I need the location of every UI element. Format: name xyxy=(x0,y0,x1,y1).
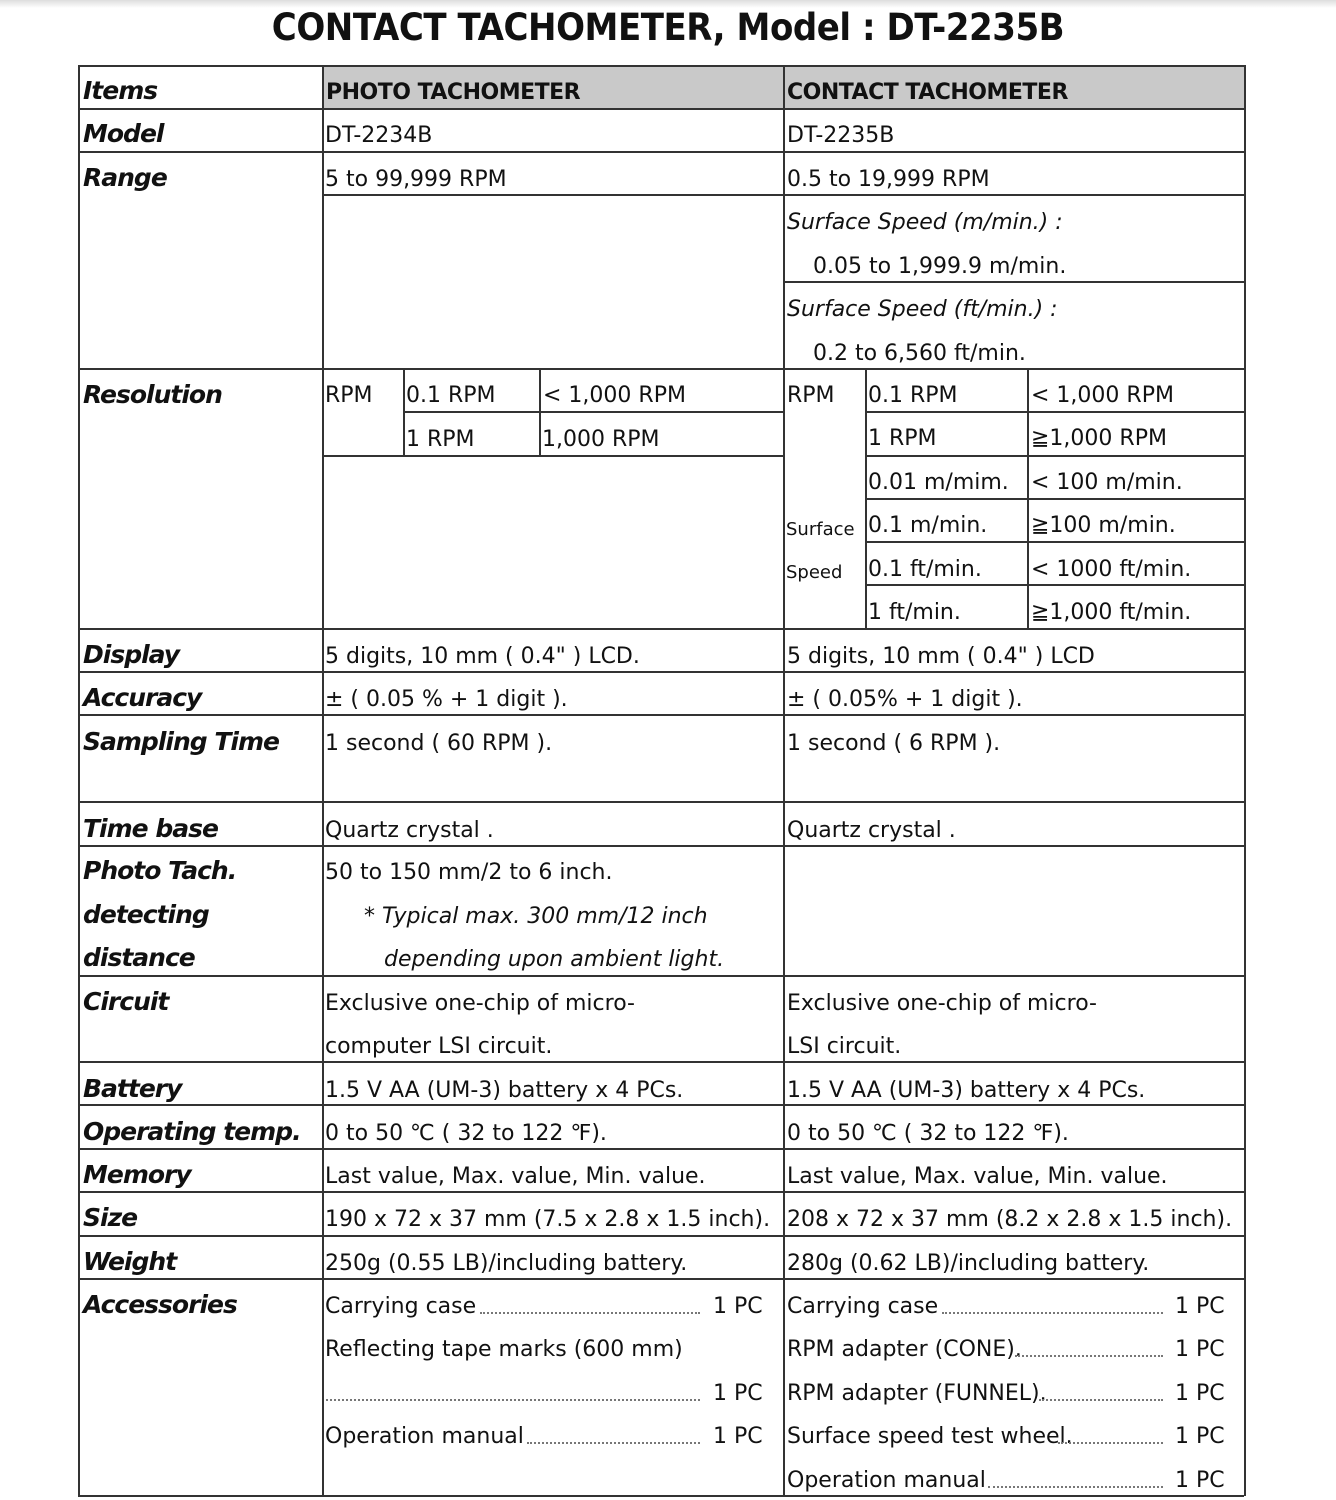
label-resolution: Resolution xyxy=(83,380,222,409)
contact-res-condition: ≧100 m/min. xyxy=(1031,513,1176,539)
label-battery: Battery xyxy=(83,1074,182,1103)
page-title: CONTACT TACHOMETER, Model : DT-2235B xyxy=(271,6,1065,49)
contact-res-value: 0.1 RPM xyxy=(868,383,958,408)
label-range: Range xyxy=(83,163,167,192)
photo-res-r1a: 0.1 RPM xyxy=(406,383,496,408)
contact-res-value: 1 RPM xyxy=(868,426,937,452)
photo-res-r2a: 1 RPM xyxy=(406,427,475,452)
grid-line xyxy=(783,281,1244,283)
contact-timebase: Quartz crystal . xyxy=(787,818,956,843)
dot-leader xyxy=(1058,1442,1163,1444)
contact-res-speed: Speed xyxy=(786,562,843,583)
contact-circuit2: LSI circuit. xyxy=(787,1034,902,1059)
grid-line xyxy=(539,368,541,455)
grid-line xyxy=(78,1104,1244,1106)
contact-ss-m: 0.05 to 1,999.9 m/min. xyxy=(813,254,1067,279)
label-accuracy: Accuracy xyxy=(83,683,202,712)
contact-res-value: 0.1 ft/min. xyxy=(868,556,982,582)
contact-memory: Last value, Max. value, Min. value. xyxy=(787,1164,1168,1189)
contact-acc-name: RPM adapter (FUNNEL). xyxy=(787,1380,1047,1406)
photo-range: 5 to 99,999 RPM xyxy=(325,167,507,192)
grid-line xyxy=(78,801,1244,803)
contact-weight: 280g (0.62 LB)/including battery. xyxy=(787,1251,1150,1276)
contact-acc-name: RPM adapter (CONE). xyxy=(787,1337,1022,1363)
grid-line xyxy=(865,541,1244,543)
contact-sampling: 1 second ( 6 RPM ). xyxy=(787,731,1001,756)
dot-leader xyxy=(988,1486,1163,1488)
photo-optemp: 0 to 50 ℃ ( 32 to 122 ℉). xyxy=(325,1121,607,1146)
dot-leader xyxy=(326,1399,700,1401)
contact-res-surface: Surface xyxy=(786,519,855,540)
contact-res-unit: RPM xyxy=(787,383,835,408)
contact-display: 5 digits, 10 mm ( 0.4" ) LCD xyxy=(787,644,1095,669)
contact-ss-m-label: Surface Speed (m/min.) : xyxy=(787,210,1063,235)
photo-battery: 1.5 V AA (UM-3) battery x 4 PCs. xyxy=(325,1078,684,1103)
label-weight: Weight xyxy=(83,1247,177,1276)
label-display: Display xyxy=(83,640,180,669)
photo-acc-2-name: Operation manual xyxy=(325,1424,524,1449)
photo-res-r2b: 1,000 RPM xyxy=(542,427,660,452)
label-accessories: Accessories xyxy=(83,1290,237,1319)
label-model: Model xyxy=(83,119,164,148)
grid-line xyxy=(78,1495,1244,1497)
photo-distance: 50 to 150 mm/2 to 6 inch. xyxy=(325,860,613,885)
contact-optemp: 0 to 50 ℃ ( 32 to 122 ℉). xyxy=(787,1121,1069,1146)
photo-weight: 250g (0.55 LB)/including battery. xyxy=(325,1251,688,1276)
contact-model: DT-2235B xyxy=(787,123,895,148)
contact-size: 208 x 72 x 37 mm (8.2 x 2.8 x 1.5 inch). xyxy=(787,1207,1233,1232)
dot-leader xyxy=(942,1312,1163,1314)
contact-ss-ft: 0.2 to 6,560 ft/min. xyxy=(813,341,1026,366)
photo-memory: Last value, Max. value, Min. value. xyxy=(325,1164,706,1189)
photo-acc-2-qty: 1 PC xyxy=(713,1424,763,1449)
photo-res-unit: RPM xyxy=(325,383,373,408)
photo-model: DT-2234B xyxy=(325,123,433,148)
photo-sampling: 1 second ( 60 RPM ). xyxy=(325,731,553,756)
grid-line xyxy=(78,714,1244,716)
label-optemp: Operating temp. xyxy=(83,1117,301,1146)
contact-acc-name: Surface speed test wheel. xyxy=(787,1424,1073,1450)
contact-res-condition: < 100 m/min. xyxy=(1031,469,1183,495)
contact-res-condition: ≧1,000 RPM xyxy=(1031,426,1167,452)
grid-line xyxy=(865,411,1244,413)
grid-line xyxy=(78,1191,1244,1193)
grid-line xyxy=(78,1278,1244,1280)
dot-leader xyxy=(1039,1399,1163,1401)
grid-line xyxy=(78,845,1244,847)
photo-res-r1b: < 1,000 RPM xyxy=(543,383,686,408)
label-photo-tach: Photo Tach. xyxy=(83,856,237,885)
contact-acc-qty: 1 PC xyxy=(1175,1467,1225,1493)
header-photo: PHOTO TACHOMETER xyxy=(326,80,581,105)
grid-line xyxy=(78,628,1244,630)
photo-circuit2: computer LSI circuit. xyxy=(325,1034,553,1059)
photo-timebase: Quartz crystal . xyxy=(325,818,494,843)
header-items: Items xyxy=(83,76,158,105)
photo-acc-0-qty: 1 PC xyxy=(713,1294,763,1319)
contact-acc-qty: 1 PC xyxy=(1175,1380,1225,1406)
grid-line xyxy=(403,411,783,413)
contact-acc-qty: 1 PC xyxy=(1175,1424,1225,1450)
photo-acc-1-name: Reflecting tape marks (600 mm) xyxy=(325,1337,683,1362)
contact-acc-name: Carrying case xyxy=(787,1294,939,1319)
contact-acc-name: Operation manual xyxy=(787,1467,986,1493)
contact-res-condition: ≧1,000 ft/min. xyxy=(1031,600,1192,625)
contact-res-condition: < 1,000 RPM xyxy=(1031,383,1174,408)
dot-leader xyxy=(480,1312,700,1314)
contact-ss-ft-label: Surface Speed (ft/min.) : xyxy=(787,297,1058,322)
grid-line xyxy=(865,455,1244,457)
photo-circuit1: Exclusive one-chip of micro- xyxy=(325,991,635,1016)
grid-line xyxy=(78,671,1244,673)
grid-line xyxy=(322,455,783,457)
photo-size: 190 x 72 x 37 mm (7.5 x 2.8 x 1.5 inch). xyxy=(325,1207,771,1232)
contact-res-value: 0.1 m/min. xyxy=(868,513,988,539)
label-size: Size xyxy=(83,1203,138,1232)
photo-accuracy: ± ( 0.05 % + 1 digit ). xyxy=(325,687,568,712)
grid-line xyxy=(78,368,1244,370)
contact-acc-qty: 1 PC xyxy=(1175,1294,1225,1319)
label-distance: distance xyxy=(83,943,195,972)
grid-line xyxy=(78,1235,1244,1237)
grid-line xyxy=(865,368,867,628)
contact-res-value: 0.01 m/mim. xyxy=(868,469,1009,495)
header-contact: CONTACT TACHOMETER xyxy=(787,80,1068,105)
label-memory: Memory xyxy=(83,1160,191,1189)
photo-display: 5 digits, 10 mm ( 0.4" ) LCD. xyxy=(325,644,640,669)
contact-range: 0.5 to 19,999 RPM xyxy=(787,167,990,192)
label-detecting: detecting xyxy=(83,900,209,929)
grid-line xyxy=(78,975,1244,977)
contact-battery: 1.5 V AA (UM-3) battery x 4 PCs. xyxy=(787,1078,1146,1103)
grid-line xyxy=(1244,65,1246,1496)
grid-line xyxy=(78,1148,1244,1150)
grid-line xyxy=(78,108,1244,110)
grid-line xyxy=(78,65,80,1496)
grid-line xyxy=(78,65,1244,67)
contact-accuracy: ± ( 0.05% + 1 digit ). xyxy=(787,687,1023,712)
grid-line xyxy=(783,65,785,1496)
photo-acc-1-qty: 1 PC xyxy=(713,1381,763,1406)
photo-distance-note1: * Typical max. 300 mm/12 inch xyxy=(364,904,708,929)
grid-line xyxy=(865,498,1244,500)
grid-line xyxy=(322,65,324,1496)
grid-line xyxy=(865,584,1244,586)
contact-circuit1: Exclusive one-chip of micro- xyxy=(787,991,1097,1016)
contact-res-value: 1 ft/min. xyxy=(868,600,961,625)
dot-leader xyxy=(1015,1355,1163,1357)
contact-acc-qty: 1 PC xyxy=(1175,1337,1225,1363)
grid-line xyxy=(403,368,405,455)
dot-leader xyxy=(527,1442,700,1444)
photo-distance-note2: depending upon ambient light. xyxy=(384,947,725,972)
grid-line xyxy=(78,151,1244,153)
grid-line xyxy=(78,1061,1244,1063)
photo-acc-0-name: Carrying case xyxy=(325,1294,477,1319)
label-timebase: Time base xyxy=(83,814,218,843)
label-sampling: Sampling Time xyxy=(83,727,279,756)
contact-res-condition: < 1000 ft/min. xyxy=(1031,556,1192,582)
grid-line xyxy=(1027,368,1029,628)
label-circuit: Circuit xyxy=(83,987,169,1016)
